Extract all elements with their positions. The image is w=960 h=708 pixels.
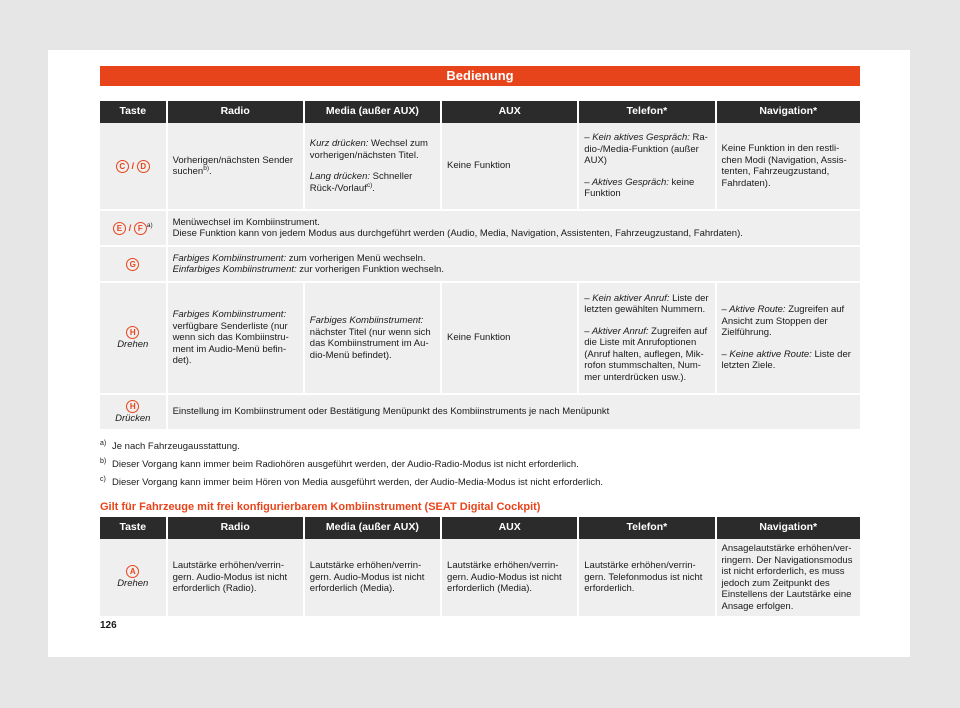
column-header-navigation: Navigation* <box>717 101 861 123</box>
telefon-inactive-text: Liste der letzten gewählten Nummern. <box>584 292 709 316</box>
key-g-icon: G <box>126 258 139 271</box>
footnote-text: Dieser Vorgang kann immer beim Hören von Media ausgeführt werden, der Audio-Media-Modus ist nicht erforderlich. <box>112 477 604 488</box>
media-long-label: Lang drücken: <box>309 171 371 182</box>
key-cell <box>100 283 166 395</box>
section-heading: Gilt für Fahrzeuge mit frei konfigurierbarem Kombiinstrument (SEAT Digital Cockpit) <box>100 501 541 513</box>
media-cell: Lautstärke erhöhen/verringern. Audio-Modus ist nicht erforderlich (Media). <box>305 539 440 618</box>
row-line-1-text: zum vorherigen Menü wechseln. <box>286 252 426 264</box>
telefon-cell: Lautstärke erhöhen/verringern. Telefonmodus ist nicht erforderlich. <box>579 539 714 618</box>
telefon-active-text: keine Funktion <box>584 176 695 200</box>
row-line-1-label: Farbiges Kombiinstrument: <box>172 252 287 264</box>
column-header-radio: Radio <box>168 101 303 123</box>
key-cell <box>100 395 166 431</box>
footnote: b) Dieser Vorgang kann immer beim Radiohören ausgeführt werden, der Audio-Radio-Modus ist nicht erforderlich. <box>100 457 579 470</box>
nav-noroute-label: – Keine aktive Route: <box>721 348 812 360</box>
aux-cell: Lautstärke erhöhen/verringern. Audio-Modus ist nicht erforderlich (Media). <box>442 539 577 618</box>
key-cell <box>100 539 166 618</box>
column-header-media: Media (außer AUX) <box>305 517 440 539</box>
radio-text: Vorherigen/nächsten Sender suchen <box>172 154 293 177</box>
key-cell <box>100 211 166 247</box>
cockpit-table <box>98 517 862 618</box>
radio-text: verfügbare Senderliste (nur wenn sich das Kombiinstrument im Audio-Menü befindet). <box>172 320 289 367</box>
footnote: a) Je nach Fahrzeugausstattung. <box>100 439 240 452</box>
key-h-icon: H <box>126 326 139 339</box>
media-short-label: Kurz drücken: <box>309 138 369 149</box>
row-line-1: Menüwechsel im Kombiinstrument. <box>172 216 320 228</box>
section-banner: Bedienung <box>100 66 860 86</box>
telefon-inactive-label: – Kein aktives Gespräch: <box>584 132 690 144</box>
navigation-cell: Ansagelautstärke erhöhen/verringern. Der Navigationsmodus ist nicht erforderlich, es muss jedoch zum Zeitpunkt des Einstellens der Lautstärke eine Ansage erfolgen. <box>717 539 861 618</box>
key-f-icon: F <box>134 222 147 235</box>
table-header-row <box>100 101 860 123</box>
column-header-aux: AUX <box>442 517 577 539</box>
key-cell <box>100 123 166 211</box>
key-action: Drücken <box>115 412 151 424</box>
nav-route-label: – Aktive Route: <box>721 304 786 316</box>
telefon-cell <box>579 123 714 211</box>
media-short-text: Wechsel zum vorherigen/nächsten Titel. <box>309 138 428 161</box>
column-header-media: Media (außer AUX) <box>305 101 440 123</box>
key-separator: / <box>128 222 132 234</box>
column-header-telefon: Telefon* <box>579 517 714 539</box>
radio-cell: Lautstärke erhöhen/verringern. Audio-Modus ist nicht erforderlich (Radio). <box>168 539 303 618</box>
media-cell <box>305 283 440 395</box>
key-d-icon: D <box>137 160 150 173</box>
controls-table <box>98 101 862 431</box>
navigation-cell: Keine Funktion in den restlichen Modi (Navigation, Assistenten, Fahrzeugzustand, Fahrdaten). <box>717 123 861 211</box>
page-number: 126 <box>100 620 117 631</box>
telefon-inactive-label: – Kein aktiver Anruf: <box>584 292 670 304</box>
radio-cell <box>168 283 303 395</box>
row-line-2-label: Einfarbiges Kombiinstrument: <box>172 264 297 275</box>
table-row <box>100 211 860 247</box>
aux-cell: Keine Funktion <box>442 123 577 211</box>
table-row <box>100 247 860 283</box>
telefon-active-label: – Aktives Gespräch: <box>584 176 669 188</box>
media-label: Farbiges Kombiinstrument: <box>309 315 424 326</box>
footnote-ref: c) <box>366 181 373 189</box>
span-cell <box>168 211 860 247</box>
telefon-active-text: Zugreifen auf die Liste mit Anrufoptionen (Anruf halten, auflegen, Mikrofon stummschalten, Nummer unterdrücken usw.). <box>584 325 708 383</box>
media-long-text: Schneller Rück-/Vorlauf <box>309 171 413 194</box>
footnote-ref: a) <box>146 221 153 229</box>
span-cell: Einstellung im Kombiinstrument oder Bestätigung Menüpunkt des Kombiinstruments je nach Menüpunkt <box>168 395 860 431</box>
telefon-active-label: – Aktiver Anruf: <box>584 325 649 337</box>
radio-text-end: . <box>208 166 212 177</box>
aux-cell: Keine Funktion <box>442 283 577 395</box>
table-row <box>100 123 860 211</box>
key-e-icon: E <box>113 222 126 235</box>
nav-noroute-text: Liste der letzten Ziele. <box>721 348 851 372</box>
column-header-radio: Radio <box>168 517 303 539</box>
navigation-cell <box>717 283 861 395</box>
table-row <box>100 283 860 395</box>
span-cell <box>168 247 860 283</box>
row-line-2-text: zur vorherigen Funktion wechseln. <box>296 264 444 275</box>
key-action: Drehen <box>117 578 149 590</box>
footnote: c) Dieser Vorgang kann immer beim Hören von Media ausgeführt werden, der Audio-Media-Modus ist nicht erforderlich. <box>100 475 604 488</box>
footnote-text: Dieser Vorgang kann immer beim Radiohören ausgeführt werden, der Audio-Radio-Modus ist nicht erforderlich. <box>112 459 579 470</box>
key-action: Drehen <box>117 338 149 350</box>
table-row <box>100 395 860 431</box>
key-a-icon: A <box>126 565 139 578</box>
table-header-row <box>100 517 860 539</box>
row-line-2: Diese Funktion kann von jedem Modus aus durchgeführt werden (Audio, Media, Navigation, Assistenten, Fahrzeugzustand, Fahrdaten). <box>172 228 743 239</box>
key-c-icon: C <box>116 160 129 173</box>
key-separator: / <box>131 160 135 172</box>
telefon-cell <box>579 283 714 395</box>
column-header-telefon: Telefon* <box>579 101 714 123</box>
column-header-navigation: Navigation* <box>717 517 861 539</box>
radio-label: Farbiges Kombiinstrument: <box>172 309 287 321</box>
radio-cell <box>168 123 303 211</box>
key-cell <box>100 247 166 283</box>
telefon-inactive-text: Radio-/Media-Funktion (außer AUX) <box>584 132 708 167</box>
key-h-icon: H <box>126 400 139 413</box>
media-text: nächster Titel (nur wenn sich das Kombiinstrument im Audio-Menü befindet). <box>309 326 431 361</box>
footnote-text: Je nach Fahrzeugausstattung. <box>112 441 240 452</box>
footnote-ref: b) <box>203 164 209 172</box>
media-cell <box>305 123 440 211</box>
nav-route-text: Zugreifen auf Ansicht zum Stoppen der Zielführung. <box>721 304 845 339</box>
column-header-taste: Taste <box>100 517 166 539</box>
table-row <box>100 539 860 618</box>
column-header-taste: Taste <box>100 101 166 123</box>
media-long-end: . <box>372 182 375 194</box>
column-header-aux: AUX <box>442 101 577 123</box>
